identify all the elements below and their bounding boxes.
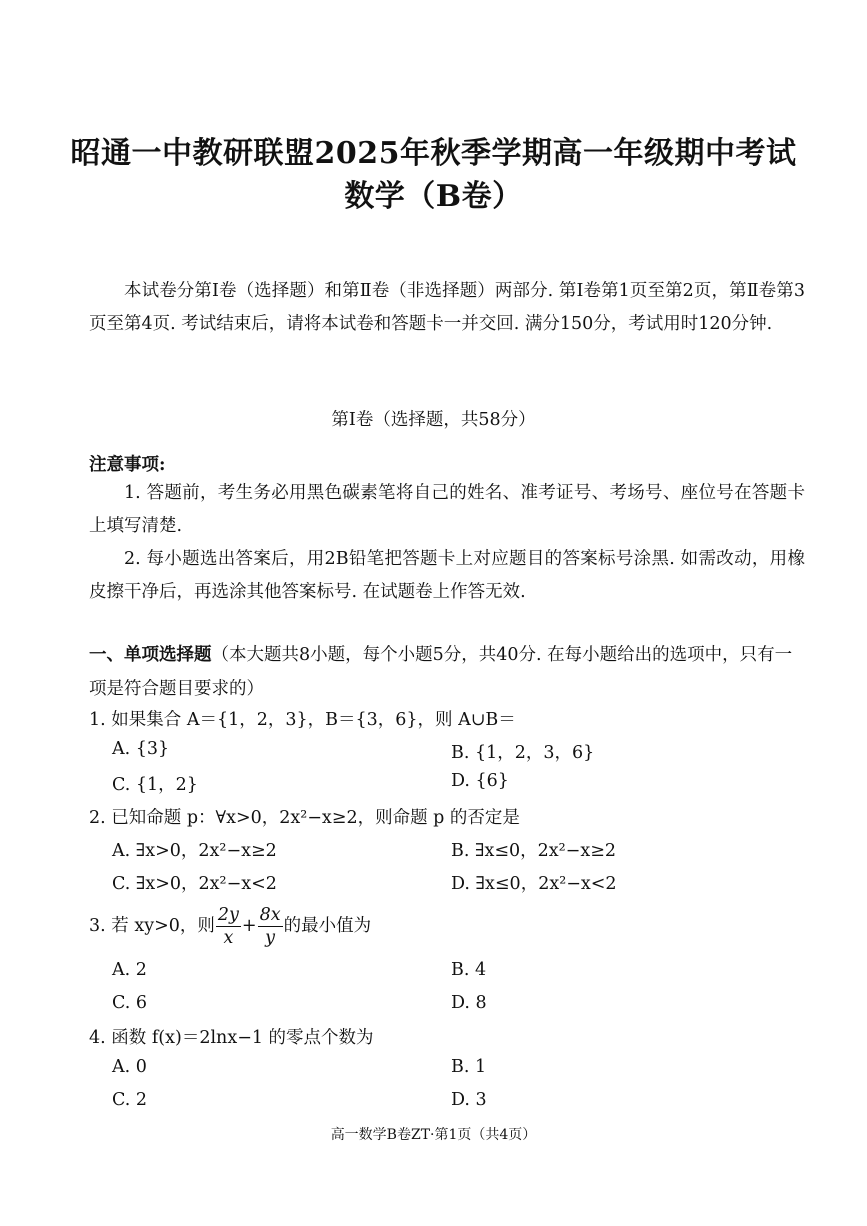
part-heading: [89, 638, 805, 706]
note-item: 1. 答题前，考生务必用黑色碳素笔将自己的姓名、准考证号、考场号、座位号在答题卡上填写清楚.: [89, 483, 805, 536]
question-3-option-d: D. 8: [451, 993, 487, 1013]
intro-paragraph: 本试卷分第Ⅰ卷（选择题）和第Ⅱ卷（非选择题）两部分. 第Ⅰ卷第1页至第2页，第Ⅱ卷第3页至第4页. 考试结束后，请将本试卷和答题卡一并交回. 满分150分，考试用时120分钟.: [89, 281, 805, 334]
fraction-2y-over-x: [216, 904, 241, 949]
question-4-stem: 4. 函数 f(x)＝2lnx−1 的零点个数为: [89, 1028, 374, 1048]
question-4-option-b: B. 1: [451, 1057, 487, 1077]
fraction-numerator: 2y: [217, 905, 239, 925]
question-2-option-a: A. ∃x>0，2x²−x≥2: [112, 841, 277, 861]
question-4-option-a: A. 0: [112, 1057, 147, 1077]
note-item: 2. 每小题选出答案后，用2B铅笔把答题卡上对应题目的答案标号涂黑. 如需改动，用橡皮擦干净后，再选涂其他答案标号. 在试题卷上作答无效.: [89, 549, 805, 602]
question-3-option-a: A. 2: [112, 960, 147, 980]
question-1-stem: 1. 如果集合 A＝{1，2，3}，B＝{3，6}，则 A∪B＝: [89, 710, 516, 730]
question-2-stem: 2. 已知命题 p：∀x>0，2x²−x≥2，则命题 p 的否定是: [89, 808, 520, 828]
question-2-option-b: B. ∃x≤0，2x²−x≥2: [451, 841, 616, 861]
exam-subtitle: 数学（B卷）: [344, 179, 523, 214]
question-3-stem: [89, 904, 371, 949]
question-3-option-b: B. 4: [451, 960, 487, 980]
question-1-option-b: B. {1，2，3，6}: [451, 743, 595, 763]
question-2-option-d: D. ∃x≤0，2x²−x<2: [451, 874, 617, 894]
question-3-option-c: C. 6: [112, 993, 148, 1013]
exam-title: 昭通一中教研联盟2025年秋季学期高一年级期中考试: [70, 136, 797, 171]
fraction-numerator: 8x: [259, 905, 281, 925]
question-1-option-a: A. {3}: [112, 739, 170, 759]
question-3-suffix: 的最小值为: [283, 916, 372, 936]
fraction-denominator: x: [223, 928, 234, 948]
part-description: （本大题共8小题，每个小题5分，共40分. 在每小题给出的选项中，只有一项是符合题目要求的）: [89, 645, 793, 699]
question-2-option-c: C. ∃x>0，2x²−x<2: [112, 874, 277, 894]
part-title: 一、单项选择题: [89, 645, 212, 665]
fraction-8x-over-y: [258, 904, 283, 949]
page-footer: 高一数学B卷ZT·第1页（共4页）: [330, 1127, 537, 1143]
section-heading: 第Ⅰ卷（选择题，共58分）: [331, 410, 536, 430]
question-1-option-c: C. {1，2}: [112, 775, 198, 795]
plus-sign: +: [241, 916, 257, 936]
question-4-option-d: D. 3: [451, 1090, 487, 1110]
question-3-prefix: 3. 若 xy>0，则: [89, 916, 215, 936]
fraction-denominator: y: [265, 928, 276, 948]
notes-heading: 注意事项:: [89, 455, 166, 475]
question-4-option-c: C. 2: [112, 1090, 148, 1110]
question-1-option-d: D. {6}: [451, 771, 509, 791]
